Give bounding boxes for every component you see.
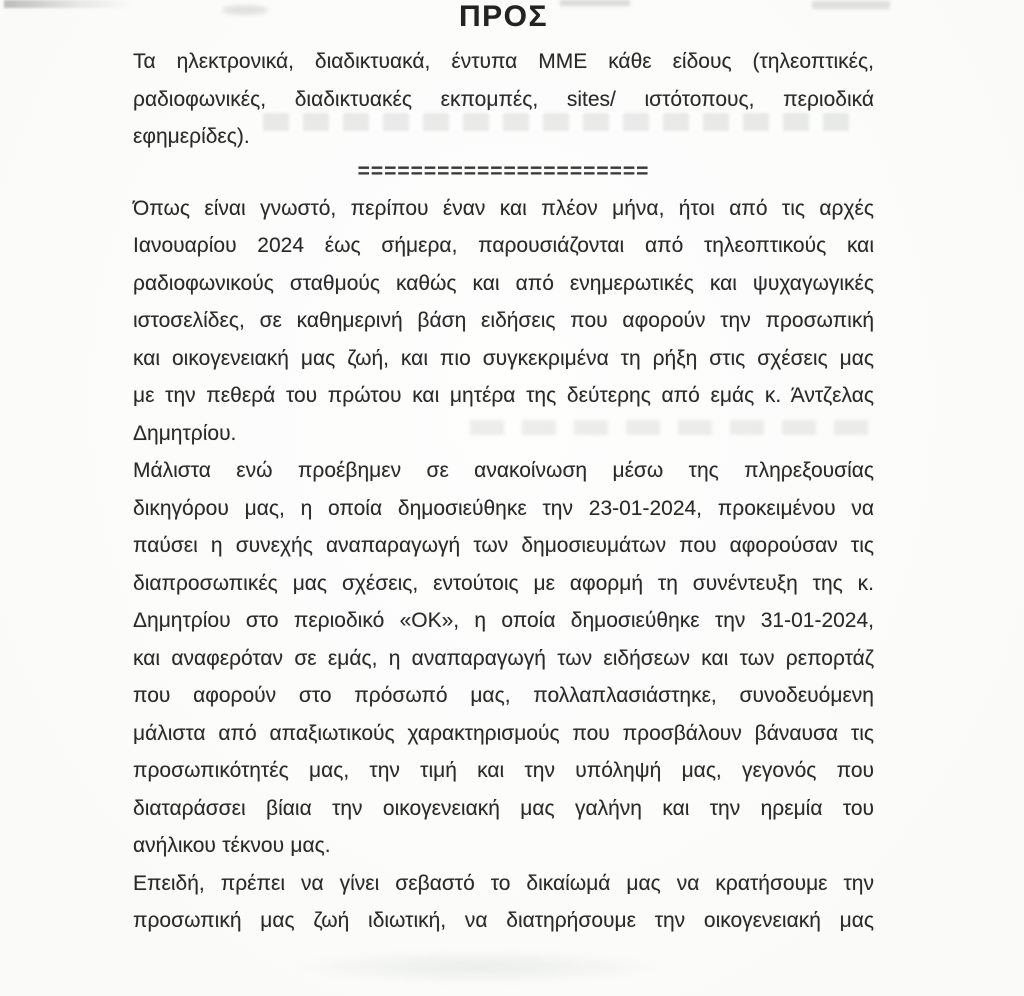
scan-smudge-bottom: [288, 950, 668, 984]
recipient-paragraph: [133, 43, 874, 156]
text-line: που αφορούν στο πρόσωπό μας, πολλαπλασιάστηκε, συνοδευόμενη: [133, 684, 874, 707]
text-line: Όπως είναι γνωστό, περίπου έναν και πλέον μήνα, ήτοι από τις αρχές: [133, 196, 874, 220]
text-line: παύσει η συνεχής αναπαραγωγή των δημοσιευμάτων που αφορούσαν τις: [133, 534, 874, 557]
document-title: ΠΡΟΣ: [458, 0, 548, 33]
text-line: ιστοσελίδες, σε καθημερινή βάση ειδήσεις που αφορούν την προσωπική: [133, 309, 874, 332]
document-content: [133, 0, 874, 940]
text-line: Ιανουαρίου 2024 έως σήμερα, παρουσιάζονται από τηλεοπτικούς και: [133, 234, 874, 257]
text-line: διαπροσωπικές μας σχέσεις, εντούτοις με αφορμή τη συνέντευξη της κ.: [133, 571, 874, 595]
text-line: ραδιοφωνικούς σταθμούς καθώς και από ενημερωτικές και ψυχαγωγικές: [133, 271, 874, 295]
text-line: Δημητρίου.: [133, 421, 237, 445]
text-line: και αναφερόταν σε εμάς, η αναπαραγωγή των ειδήσεων και των ρεπορτάζ: [133, 646, 874, 670]
text-line: με την πεθερά του πρώτου και μητέρα της δεύτερης από εμάς κ. Άντζελας: [133, 384, 874, 407]
paragraph: [133, 452, 874, 865]
paragraph: [133, 190, 874, 453]
text-line: Τα ηλεκτρονικά, διαδικτυακά, έντυπα ΜΜΕ κάθε είδους (τηλεοπτικές,: [133, 50, 874, 73]
text-line: προσωπική μας ζωή ιδιωτική, να διατηρήσουμε την οικογενειακή μας: [133, 909, 874, 932]
text-line: μάλιστα από απαξιωτικούς χαρακτηρισμούς που προσβάλουν βάναυσα τις: [133, 721, 874, 745]
text-line: προσωπικότητές μας, την τιμή και την υπόληψή μας, γεγονός που: [133, 759, 874, 782]
text-line: ραδιοφωνικές, διαδικτυακές εκπομπές, sites/ ιστότοπους, περιοδικά: [133, 87, 874, 111]
text-line: Δημητρίου στο περιοδικό «ΟΚ», η οποία δημοσιεύθηκε την 31-01-2024,: [133, 609, 874, 632]
text-line: και οικογενειακή μας ζωή, και πιο συγκεκριμένα τη ρήξη στις σχέσεις μας: [133, 346, 874, 370]
body-paragraphs: [133, 190, 874, 940]
text-line: εφημερίδες).: [133, 125, 250, 148]
text-line: διαταράσσει βίαια την οικογενειακή μας γαλήνη και την ηρεμία του: [133, 796, 874, 820]
scan-smudge-top-left: [4, 0, 132, 8]
text-line: ανήλικου τέκνου μας.: [133, 834, 331, 857]
text-line: Μάλιστα ενώ προέβημεν σε ανακοίνωση μέσω της πληρεξουσίας: [133, 459, 874, 482]
paragraph: [133, 865, 874, 940]
text-line: Επειδή, πρέπει να γίνει σεβαστό το δικαίωμά μας να κρατήσουμε την: [133, 871, 874, 895]
text-line: δικηγόρου μας, η οποία δημοσιεύθηκε την 23-01-2024, προκειμένου να: [133, 496, 874, 520]
separator-line: ======================: [357, 159, 650, 183]
